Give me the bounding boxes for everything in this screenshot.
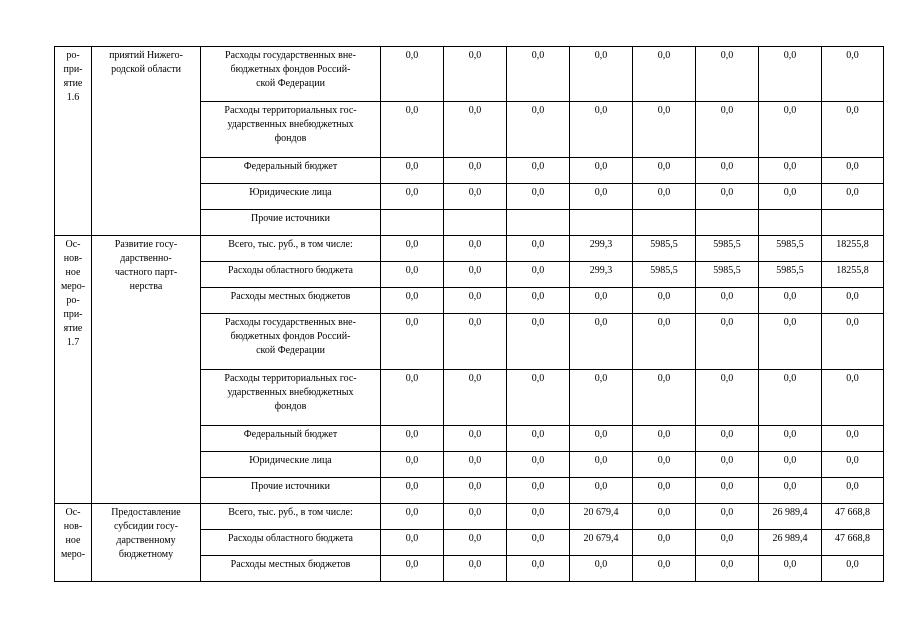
value-cell: 26 989,4 [759, 504, 822, 530]
value-cell: 0,0 [507, 236, 570, 262]
value-cell: 47 668,8 [822, 530, 884, 556]
value-cell: 0,0 [633, 504, 696, 530]
value-cell: 0,0 [759, 314, 822, 370]
value-cell: 0,0 [444, 370, 507, 426]
value-cell: 0,0 [444, 504, 507, 530]
value-cell: 0,0 [381, 452, 444, 478]
value-cell: 0,0 [759, 370, 822, 426]
value-cell: 0,0 [381, 478, 444, 504]
value-cell: 47 668,8 [822, 504, 884, 530]
value-cell: 0,0 [759, 452, 822, 478]
value-cell: 0,0 [822, 158, 884, 184]
value-cell: 0,0 [507, 262, 570, 288]
value-cell: 0,0 [822, 556, 884, 582]
value-cell [759, 210, 822, 236]
value-cell: 0,0 [570, 426, 633, 452]
value-cell: 5985,5 [759, 236, 822, 262]
value-cell: 0,0 [633, 478, 696, 504]
value-cell [381, 210, 444, 236]
value-cell: 0,0 [507, 184, 570, 210]
value-cell: 0,0 [507, 504, 570, 530]
value-cell: 0,0 [444, 158, 507, 184]
value-cell: 0,0 [570, 102, 633, 158]
activity-name-cell: приятий Нижего- родской области [92, 47, 201, 236]
value-cell: 0,0 [381, 102, 444, 158]
value-cell: 0,0 [570, 288, 633, 314]
value-cell: 0,0 [633, 102, 696, 158]
value-cell: 0,0 [696, 452, 759, 478]
value-cell: 0,0 [381, 314, 444, 370]
value-cell: 0,0 [633, 452, 696, 478]
value-cell: 0,0 [570, 184, 633, 210]
value-cell: 0,0 [444, 236, 507, 262]
value-cell [444, 210, 507, 236]
funding-source-cell: Юридические лица [201, 184, 381, 210]
value-cell [822, 210, 884, 236]
value-cell: 5985,5 [633, 236, 696, 262]
value-cell [696, 210, 759, 236]
funding-source-cell: Расходы местных бюджетов [201, 556, 381, 582]
value-cell: 0,0 [507, 530, 570, 556]
value-cell: 0,0 [696, 556, 759, 582]
funding-source-cell: Расходы государственных вне- бюджетных фондов Россий- ской Федерации [201, 47, 381, 102]
funding-table [54, 46, 884, 582]
value-cell: 0,0 [633, 288, 696, 314]
value-cell: 0,0 [381, 236, 444, 262]
value-cell: 0,0 [696, 288, 759, 314]
value-cell: 0,0 [822, 478, 884, 504]
value-cell: 26 989,4 [759, 530, 822, 556]
value-cell: 0,0 [633, 314, 696, 370]
value-cell: 0,0 [381, 370, 444, 426]
value-cell: 0,0 [381, 556, 444, 582]
value-cell: 0,0 [444, 184, 507, 210]
value-cell: 0,0 [570, 314, 633, 370]
value-cell: 0,0 [381, 184, 444, 210]
value-cell: 5985,5 [696, 236, 759, 262]
funding-source-cell: Федеральный бюджет [201, 158, 381, 184]
value-cell: 0,0 [696, 370, 759, 426]
table-row [55, 47, 884, 102]
value-cell: 0,0 [759, 47, 822, 102]
value-cell: 0,0 [507, 47, 570, 102]
value-cell: 0,0 [444, 556, 507, 582]
funding-source-cell: Прочие источники [201, 210, 381, 236]
value-cell [507, 210, 570, 236]
value-cell: 299,3 [570, 236, 633, 262]
value-cell: 0,0 [696, 314, 759, 370]
value-cell: 0,0 [507, 314, 570, 370]
value-cell: 0,0 [570, 478, 633, 504]
funding-source-cell: Расходы территориальных гос- ударственных внебюджетных фондов [201, 370, 381, 426]
value-cell: 0,0 [696, 158, 759, 184]
value-cell: 0,0 [696, 530, 759, 556]
activity-name-cell: Предоставление субсидии госу- дарственному бюджетному [92, 504, 201, 582]
value-cell: 299,3 [570, 262, 633, 288]
value-cell: 0,0 [507, 556, 570, 582]
value-cell: 18255,8 [822, 262, 884, 288]
value-cell: 0,0 [822, 47, 884, 102]
value-cell: 0,0 [822, 288, 884, 314]
value-cell: 0,0 [381, 47, 444, 102]
value-cell: 0,0 [696, 184, 759, 210]
activity-number-cell: ро- при- ятие 1.6 [55, 47, 92, 236]
funding-source-cell: Всего, тыс. руб., в том числе: [201, 236, 381, 262]
value-cell: 0,0 [507, 478, 570, 504]
value-cell: 0,0 [444, 102, 507, 158]
value-cell: 0,0 [633, 556, 696, 582]
value-cell [570, 210, 633, 236]
funding-source-cell: Расходы государственных вне- бюджетных фондов Россий- ской Федерации [201, 314, 381, 370]
value-cell: 0,0 [507, 452, 570, 478]
value-cell: 0,0 [444, 426, 507, 452]
value-cell: 0,0 [633, 158, 696, 184]
value-cell: 0,0 [633, 184, 696, 210]
value-cell: 0,0 [381, 426, 444, 452]
value-cell: 0,0 [822, 370, 884, 426]
value-cell: 5985,5 [696, 262, 759, 288]
value-cell: 0,0 [444, 530, 507, 556]
value-cell: 0,0 [759, 426, 822, 452]
value-cell: 0,0 [507, 370, 570, 426]
value-cell: 0,0 [570, 556, 633, 582]
funding-source-cell: Расходы местных бюджетов [201, 288, 381, 314]
activity-number-cell: Ос- нов- ное меро- ро- при- ятие 1.7 [55, 236, 92, 504]
value-cell: 0,0 [696, 426, 759, 452]
value-cell: 0,0 [759, 184, 822, 210]
value-cell: 0,0 [570, 452, 633, 478]
activity-number-cell: Ос- нов- ное меро- [55, 504, 92, 582]
value-cell: 0,0 [381, 158, 444, 184]
funding-source-cell: Прочие источники [201, 478, 381, 504]
value-cell: 0,0 [822, 184, 884, 210]
funding-source-cell: Расходы областного бюджета [201, 262, 381, 288]
value-cell: 0,0 [822, 314, 884, 370]
value-cell: 0,0 [507, 426, 570, 452]
value-cell: 0,0 [759, 288, 822, 314]
value-cell: 0,0 [444, 314, 507, 370]
value-cell: 0,0 [444, 288, 507, 314]
value-cell: 0,0 [381, 504, 444, 530]
value-cell: 0,0 [759, 556, 822, 582]
value-cell: 0,0 [444, 452, 507, 478]
value-cell: 0,0 [633, 530, 696, 556]
value-cell: 0,0 [759, 102, 822, 158]
value-cell: 0,0 [570, 370, 633, 426]
funding-source-cell: Федеральный бюджет [201, 426, 381, 452]
value-cell: 0,0 [696, 102, 759, 158]
value-cell: 0,0 [822, 452, 884, 478]
activity-name-cell: Развитие госу- дарственно- частного парт- нерства [92, 236, 201, 504]
value-cell: 0,0 [822, 426, 884, 452]
value-cell: 5985,5 [759, 262, 822, 288]
value-cell: 0,0 [570, 158, 633, 184]
table-row [55, 504, 884, 530]
table-row [55, 236, 884, 262]
value-cell: 0,0 [696, 504, 759, 530]
value-cell: 0,0 [633, 370, 696, 426]
value-cell: 0,0 [444, 478, 507, 504]
value-cell: 0,0 [570, 47, 633, 102]
value-cell: 0,0 [696, 478, 759, 504]
value-cell: 0,0 [381, 288, 444, 314]
funding-source-cell: Юридические лица [201, 452, 381, 478]
value-cell: 0,0 [759, 158, 822, 184]
funding-source-cell: Всего, тыс. руб., в том числе: [201, 504, 381, 530]
value-cell: 0,0 [507, 158, 570, 184]
value-cell: 0,0 [381, 530, 444, 556]
table-body [55, 47, 884, 582]
value-cell: 0,0 [822, 102, 884, 158]
value-cell: 5985,5 [633, 262, 696, 288]
value-cell: 0,0 [696, 47, 759, 102]
value-cell: 18255,8 [822, 236, 884, 262]
value-cell: 0,0 [381, 262, 444, 288]
funding-source-cell: Расходы областного бюджета [201, 530, 381, 556]
value-cell: 0,0 [759, 478, 822, 504]
value-cell: 0,0 [633, 426, 696, 452]
funding-source-cell: Расходы территориальных гос- ударственных внебюджетных фондов [201, 102, 381, 158]
value-cell: 0,0 [444, 262, 507, 288]
value-cell: 0,0 [633, 47, 696, 102]
value-cell: 20 679,4 [570, 530, 633, 556]
value-cell: 0,0 [444, 47, 507, 102]
value-cell: 20 679,4 [570, 504, 633, 530]
value-cell: 0,0 [507, 102, 570, 158]
value-cell: 0,0 [507, 288, 570, 314]
value-cell [633, 210, 696, 236]
